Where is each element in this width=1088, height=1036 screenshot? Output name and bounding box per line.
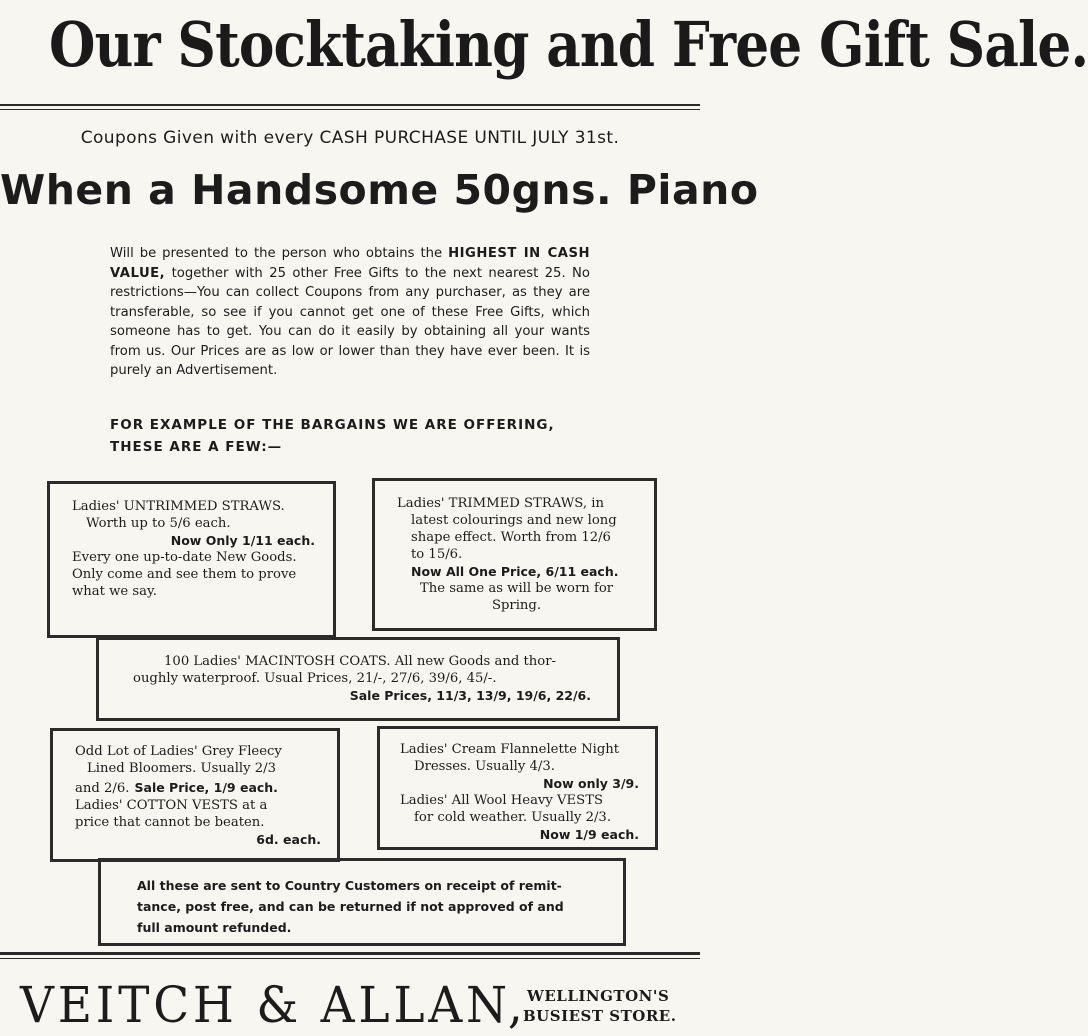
box2-line3: shape effect. Worth from 12/6 xyxy=(411,530,611,545)
coupons-line: Coupons Given with every CASH PURCHASE UNTIL JULY 31st. xyxy=(80,128,620,148)
box6-line3: full amount refunded. xyxy=(137,920,292,935)
piano-line: When a Handsome 50gns. Piano xyxy=(0,166,759,214)
headline: Our Stocktaking and Free Gift Sale. xyxy=(49,8,1088,81)
box6-line2: tance, post free, and can be returned if not approved of and xyxy=(137,899,564,914)
box2-line6: Spring. xyxy=(491,598,542,613)
box4-price1: Sale Price, 1/9 each. xyxy=(134,780,278,795)
box1-price: Now Only 1/11 each. xyxy=(170,533,315,548)
box1-line5: what we say. xyxy=(72,584,157,599)
box2-price: Now All One Price, 6/11 each. xyxy=(411,564,619,579)
bargain-box-trimmed-straws xyxy=(372,478,657,631)
box4-line1: Odd Lot of Ladies' Grey Fleecy xyxy=(75,744,282,759)
store-name: VEITCH & ALLAN, xyxy=(20,976,527,1034)
intro-paragraph xyxy=(110,244,590,381)
box2-line2: latest colourings and new long xyxy=(411,513,617,528)
box5-line2: Dresses. Usually 4/3. xyxy=(414,759,555,774)
box5-price1: Now only 3/9. xyxy=(543,776,639,791)
box3-line1: 100 Ladies' MACINTOSH COATS. All new Goods and thor- xyxy=(164,654,556,669)
box4-line4: Ladies' COTTON VESTS at a xyxy=(75,798,268,813)
box4-line5: price that cannot be beaten. xyxy=(75,815,265,830)
box1-line3: Every one up-to-date New Goods. xyxy=(72,550,297,565)
box4-price2: 6d. each. xyxy=(256,832,321,847)
box4-line2: Lined Bloomers. Usually 2/3 xyxy=(87,761,276,776)
box6-line1: All these are sent to Country Customers on receipt of remit- xyxy=(137,878,562,893)
bargain-box-bloomers-vests xyxy=(50,728,340,862)
box2-line5: The same as will be worn for xyxy=(419,581,614,596)
box5-line3: Ladies' All Wool Heavy VESTS xyxy=(400,793,604,808)
top-rule-thin xyxy=(0,109,700,110)
bargain-box-flannelette-vests xyxy=(377,726,658,850)
bottom-rule-thin xyxy=(0,958,700,959)
intro-text-2: together with 25 other Free Gifts to the next nearest 25. No restrictions—You can collect Coupons from any purchaser, as they are transferable, so see if you cannot get one of these Free Gifts, which someone has to get. You can do it easily by obtaining all your wants from us. Our Prices are as low or lower than they have ever been. It is purely an Advertisement. xyxy=(110,265,590,378)
tagline-line1: WELLINGTON'S xyxy=(527,987,670,1005)
box4-line3: and 2/6. xyxy=(75,781,130,796)
example-heading: FOR EXAMPLE OF THE BARGAINS WE ARE OFFERING, THESE ARE A FEW:— xyxy=(110,417,555,455)
bottom-rule xyxy=(0,952,700,955)
box1-line1: Ladies' UNTRIMMED STRAWS. xyxy=(72,499,285,514)
country-customers-box xyxy=(98,858,626,946)
tagline-line2: BUSIEST STORE. xyxy=(523,1007,677,1025)
store-tagline xyxy=(523,986,698,1026)
box1-line2: Worth up to 5/6 each. xyxy=(86,516,231,531)
box1-line4: Only come and see them to prove xyxy=(72,567,297,582)
bargain-box-untrimmed-straws xyxy=(47,481,336,638)
box2-line1: Ladies' TRIMMED STRAWS, in xyxy=(397,496,604,511)
box3-line2: oughly waterproof. Usual Prices, 21/-, 27/6, 39/6, 45/-. xyxy=(133,671,497,686)
box2-line4: to 15/6. xyxy=(411,547,463,562)
box3-price: Sale Prices, 11/3, 13/9, 19/6, 22/6. xyxy=(349,688,591,703)
top-rule xyxy=(0,104,700,106)
box5-line1: Ladies' Cream Flannelette Night xyxy=(400,742,620,757)
box5-price2: Now 1/9 each. xyxy=(539,827,639,842)
bargain-box-macintosh-coats xyxy=(96,637,620,721)
intro-highlight: HIGHEST IN CASH VALUE, xyxy=(110,246,590,281)
box5-line4: for cold weather. Usually 2/3. xyxy=(414,810,612,825)
intro-text-1: Will be presented to the person who obtains the xyxy=(110,246,449,261)
